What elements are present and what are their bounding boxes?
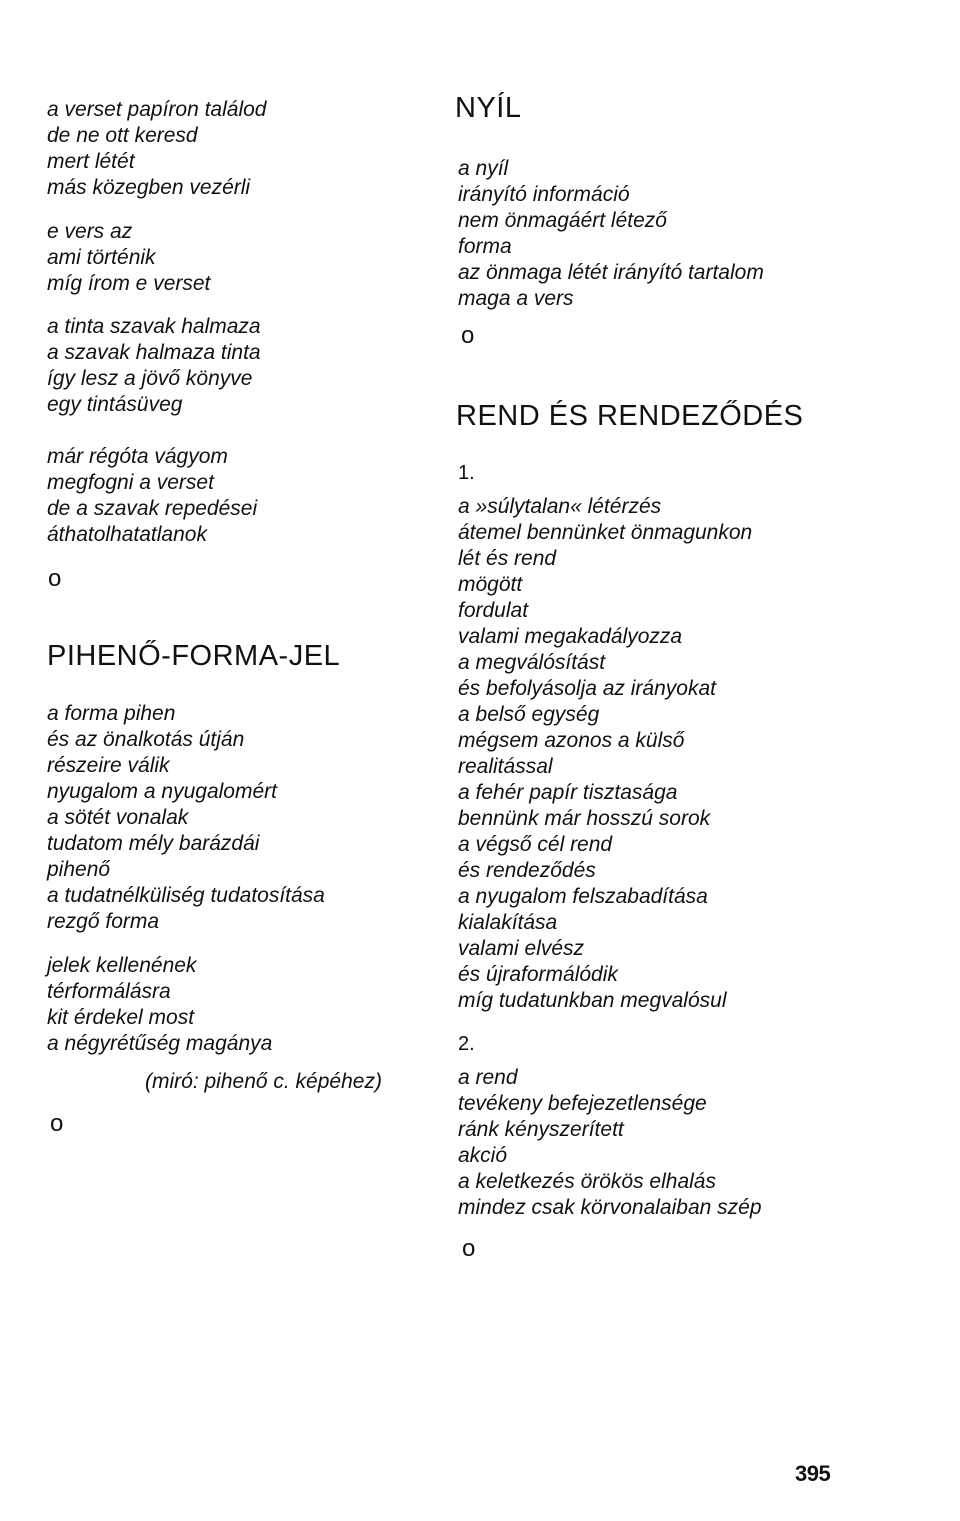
poem-line: e vers az bbox=[47, 220, 133, 243]
poem-line: így lesz a jövő könyve bbox=[47, 367, 253, 390]
poem-line: kialakítása bbox=[458, 911, 558, 934]
poem-line: és az önalkotás útján bbox=[47, 728, 245, 751]
poem-line: tevékeny befejezetlensége bbox=[458, 1092, 707, 1115]
poem-line: a keletkezés örökös elhalás bbox=[458, 1170, 716, 1193]
separator-mark: o bbox=[462, 1235, 476, 1262]
poem-line: akció bbox=[458, 1144, 508, 1167]
separator-mark: o bbox=[461, 322, 475, 349]
section-number: 1. bbox=[458, 462, 475, 484]
poem-line: a belső egység bbox=[458, 703, 600, 726]
poem-line: nem önmagáért létező bbox=[458, 209, 667, 232]
poem-line: térformálásra bbox=[47, 980, 171, 1003]
poem-line: áthatolhatatlanok bbox=[47, 523, 207, 546]
poem-line: mindez csak körvonalaiban szép bbox=[458, 1196, 762, 1219]
poem-line: valami megakadályozza bbox=[458, 625, 683, 648]
poem-line: forma bbox=[458, 235, 512, 258]
poem-line: irányító információ bbox=[458, 183, 630, 206]
poem-line: egy tintásüveg bbox=[47, 393, 183, 416]
poem-line: ami történik bbox=[47, 246, 156, 269]
separator-mark: o bbox=[50, 1110, 64, 1137]
poem-line: a fehér papír tisztasága bbox=[458, 781, 678, 804]
poem-line: a rend bbox=[458, 1066, 518, 1089]
page-number: 395 bbox=[795, 1461, 831, 1486]
poem-line: mögött bbox=[458, 573, 523, 596]
poem-line: realitással bbox=[458, 755, 553, 778]
poem-line: mert létét bbox=[47, 150, 135, 173]
poem-line: tudatom mély barázdái bbox=[47, 832, 260, 855]
poem-line: a végső cél rend bbox=[458, 833, 613, 856]
poem-line: bennünk már hosszú sorok bbox=[458, 807, 711, 830]
poem-line: de ne ott keresd bbox=[47, 124, 198, 147]
poem-line: a szavak halmaza tinta bbox=[47, 341, 261, 364]
section-heading: PIHENŐ-FORMA-JEL bbox=[47, 640, 341, 672]
poem-line: az önmaga létét irányító tartalom bbox=[458, 261, 764, 284]
poem-line: ránk kényszerített bbox=[458, 1118, 624, 1141]
section-heading: NYÍL bbox=[455, 92, 522, 124]
dedication: (miró: pihenő c. képéhez) bbox=[145, 1070, 382, 1093]
poem-line: a négyrétűség magánya bbox=[47, 1032, 273, 1055]
poem-line: fordulat bbox=[458, 599, 529, 622]
section-number: 2. bbox=[458, 1033, 475, 1055]
poem-line: míg tudatunkban megvalósul bbox=[458, 989, 727, 1012]
poem-line: a tinta szavak halmaza bbox=[47, 315, 261, 338]
poem-line: pihenő bbox=[47, 858, 111, 881]
poem-line: mégsem azonos a külső bbox=[458, 729, 685, 752]
poem-line: részeire válik bbox=[47, 754, 170, 777]
poem-line: a forma pihen bbox=[47, 702, 176, 725]
poem-line: megfogni a verset bbox=[47, 471, 214, 494]
poem-line: a nyugalom felszabadítása bbox=[458, 885, 708, 908]
poem-line: a nyíl bbox=[458, 157, 509, 180]
poem-line: a tudatnélküliség tudatosítása bbox=[47, 884, 325, 907]
poem-line: átemel bennünket önmagunkon bbox=[458, 521, 753, 544]
poem-line: és befolyásolja az irányokat bbox=[458, 677, 716, 700]
poem-line: nyugalom a nyugalomért bbox=[47, 780, 277, 803]
poem-line: jelek kellenének bbox=[47, 954, 197, 977]
poem-line: a sötét vonalak bbox=[47, 806, 189, 829]
poem-line: a megválósítást bbox=[458, 651, 606, 674]
poem-line: más közegben vezérli bbox=[47, 176, 251, 199]
poem-line: valami elvész bbox=[458, 937, 585, 960]
separator-mark: o bbox=[48, 565, 62, 592]
poem-line: rezgő forma bbox=[47, 910, 160, 933]
poem-line: de a szavak repedései bbox=[47, 497, 258, 520]
section-heading: REND ÉS RENDEZŐDÉS bbox=[456, 400, 804, 432]
poem-line: már régóta vágyom bbox=[47, 445, 228, 468]
poem-line: kit érdekel most bbox=[47, 1006, 195, 1029]
poem-line: maga a vers bbox=[458, 287, 574, 310]
poem-line: és rendeződés bbox=[458, 859, 596, 882]
poem-line: míg írom e verset bbox=[47, 272, 211, 295]
poem-line: a »súlytalan« létérzés bbox=[458, 495, 662, 518]
poem-line: a verset papíron találod bbox=[47, 98, 267, 121]
poem-line: és újraformálódik bbox=[458, 963, 618, 986]
poem-line: lét és rend bbox=[458, 547, 557, 570]
